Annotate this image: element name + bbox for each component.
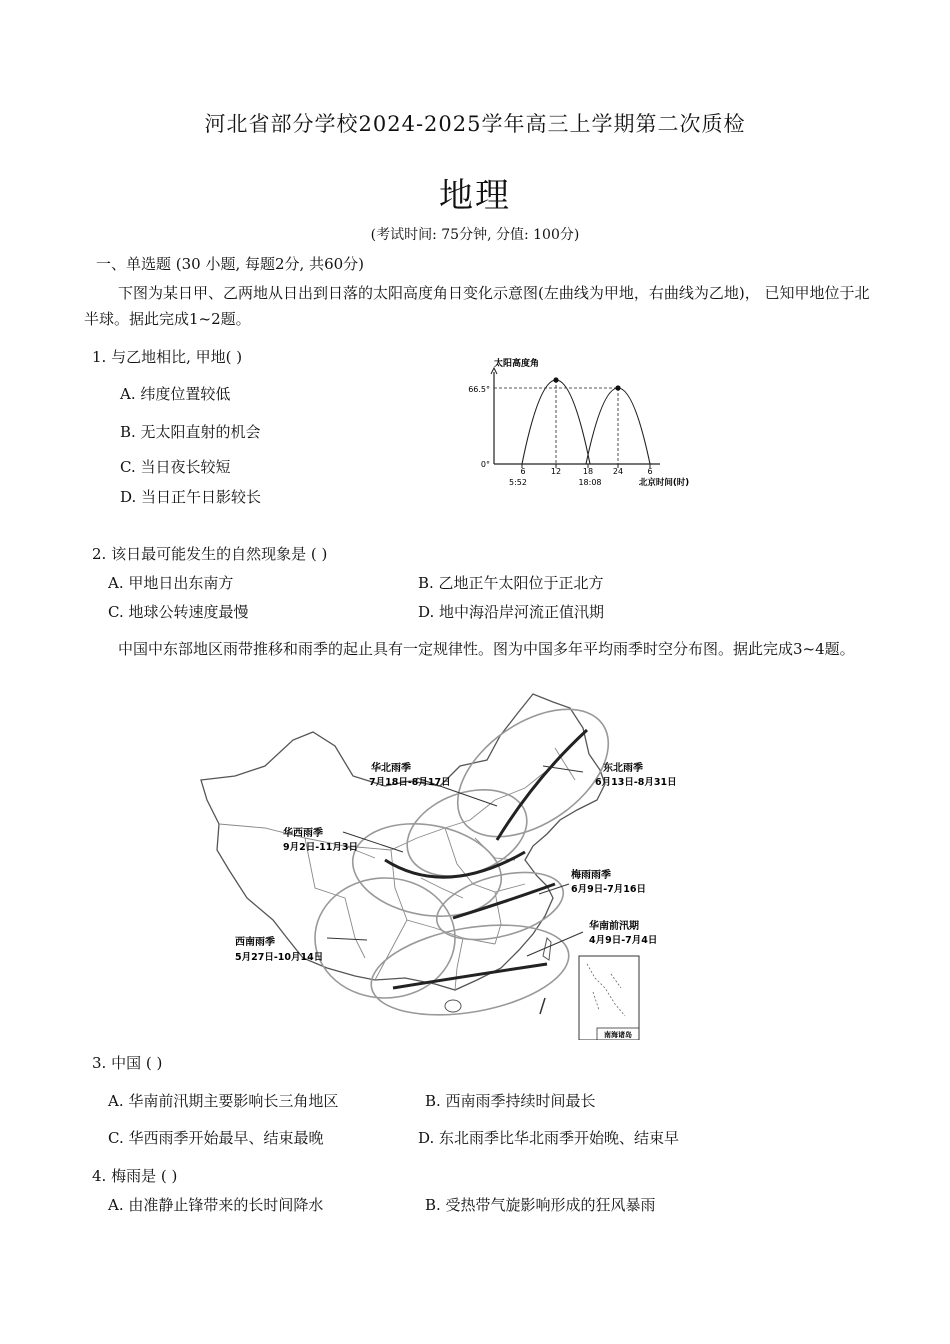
label-meiyu-name: 梅雨雨季 — [571, 870, 611, 881]
label-dongbei-date: 6月13日-8月31日 — [595, 777, 677, 788]
passage-1: 下图为某日甲、乙两地从日出到日落的太阳高度角日变化示意图(左曲线为甲地，右曲线为乙地)， 已知甲地位于北半球。据此完成1~2题。 — [84, 284, 870, 328]
question-4-option-b: B. 受热带气旋影响形成的狂风暴雨 — [425, 1196, 656, 1214]
question-3-option-c: C. 华西雨季开始最早、结束最晚 — [108, 1129, 324, 1147]
x-tick-12: 12 — [550, 467, 562, 476]
question-4-stem: 4. 梅雨是 ( ) — [92, 1167, 178, 1185]
passage-2: 中国中东部地区雨带推移和雨季的起止具有一定规律性。图为中国多年平均雨季时空分布图。据此完成3~4题。 — [118, 640, 855, 658]
question-2-option-d: D. 地中海沿岸河流正值汛期 — [418, 603, 605, 621]
figure-1-ylabel: 太阳高度角 — [494, 359, 540, 369]
question-1-option-d: D. 当日正午日影较长 — [120, 488, 262, 506]
question-3-stem: 3. 中国 ( ) — [92, 1054, 163, 1072]
question-2-option-b: B. 乙地正午太阳位于正北方 — [418, 574, 604, 592]
hainan-island — [445, 1000, 461, 1012]
x-tick-24: 24 — [612, 467, 624, 476]
dongbei-rainbelt — [497, 730, 587, 840]
question-4-option-a: A. 由准静止锋带来的长时间降水 — [108, 1196, 324, 1214]
question-1-option-a: A. 纬度位置较低 — [120, 385, 231, 403]
rainy-season-map — [195, 688, 715, 1040]
question-3-option-b: B. 西南雨季持续时间最长 — [425, 1092, 596, 1110]
inset-label: 南海诸岛 — [604, 1031, 632, 1039]
label-meiyu-date: 6月9日-7月16日 — [571, 884, 646, 895]
sunrise-label: 5:52 — [509, 478, 527, 487]
peak-jia — [553, 377, 558, 382]
label-huabei-name: 华北雨季 — [371, 763, 411, 774]
question-2-stem: 2. 该日最可能发生的自然现象是 ( ) — [92, 545, 328, 563]
x-tick-6: 6 — [520, 467, 526, 476]
label-xinan-date: 5月27日-10月14日 — [235, 952, 324, 963]
huaxi-rainbelt — [385, 852, 525, 877]
question-3-option-a: A. 华南前汛期主要影响长三角地区 — [108, 1092, 339, 1110]
y-tick-66-5: 66.5° — [468, 385, 490, 394]
label-huaxi-date: 9月2日-11月3日 — [283, 842, 358, 853]
document-title: 河北省部分学校2024-2025学年高三上学期第二次质检 — [204, 112, 746, 136]
meiyu-rainbelt — [453, 884, 555, 918]
huanan-rainbelt — [393, 964, 547, 988]
question-3-option-d: D. 东北雨季比华北雨季开始晚、结束早 — [418, 1129, 680, 1147]
huanan-ellipse — [364, 911, 576, 1028]
figure-1-xlabel: 北京时间(时) — [638, 478, 690, 488]
label-huabei-date: 7月18日-8月17日 — [369, 777, 451, 788]
peak-yi — [615, 385, 620, 390]
label-xinan-name: 西南雨季 — [235, 937, 275, 948]
label-huanan-name: 华南前汛期 — [589, 921, 639, 932]
question-2-option-a: A. 甲地日出东南方 — [108, 574, 234, 592]
label-huanan-date: 4月9日-7月4日 — [589, 935, 658, 946]
exam-info: (考试时间: 75分钟, 分值: 100分) — [370, 227, 580, 243]
section-heading: 一、单选题 (30 小题, 每题2分, 共60分) — [96, 255, 365, 273]
inset-frame — [579, 956, 639, 1040]
label-dongbei-name: 东北雨季 — [603, 763, 643, 774]
y-tick-zero: 0° — [480, 460, 490, 469]
solar-altitude-figure — [460, 350, 720, 495]
x-tick-6-next: 6 — [647, 467, 653, 476]
question-1-stem: 1. 与乙地相比, 甲地( ) — [92, 348, 243, 366]
question-1-option-b: B. 无太阳直射的机会 — [120, 423, 261, 441]
subject-title: 地理 — [439, 176, 511, 216]
leader-xinan — [327, 938, 367, 940]
question-2-option-c: C. 地球公转速度最慢 — [108, 603, 249, 621]
sunset-label: 18:08 — [578, 478, 602, 487]
south-dash-line — [540, 998, 545, 1014]
x-tick-18: 18 — [582, 467, 594, 476]
label-huaxi-name: 华西雨季 — [283, 828, 323, 839]
inset-islands — [587, 964, 625, 1016]
question-1-option-c: C. 当日夜长较短 — [120, 458, 231, 476]
